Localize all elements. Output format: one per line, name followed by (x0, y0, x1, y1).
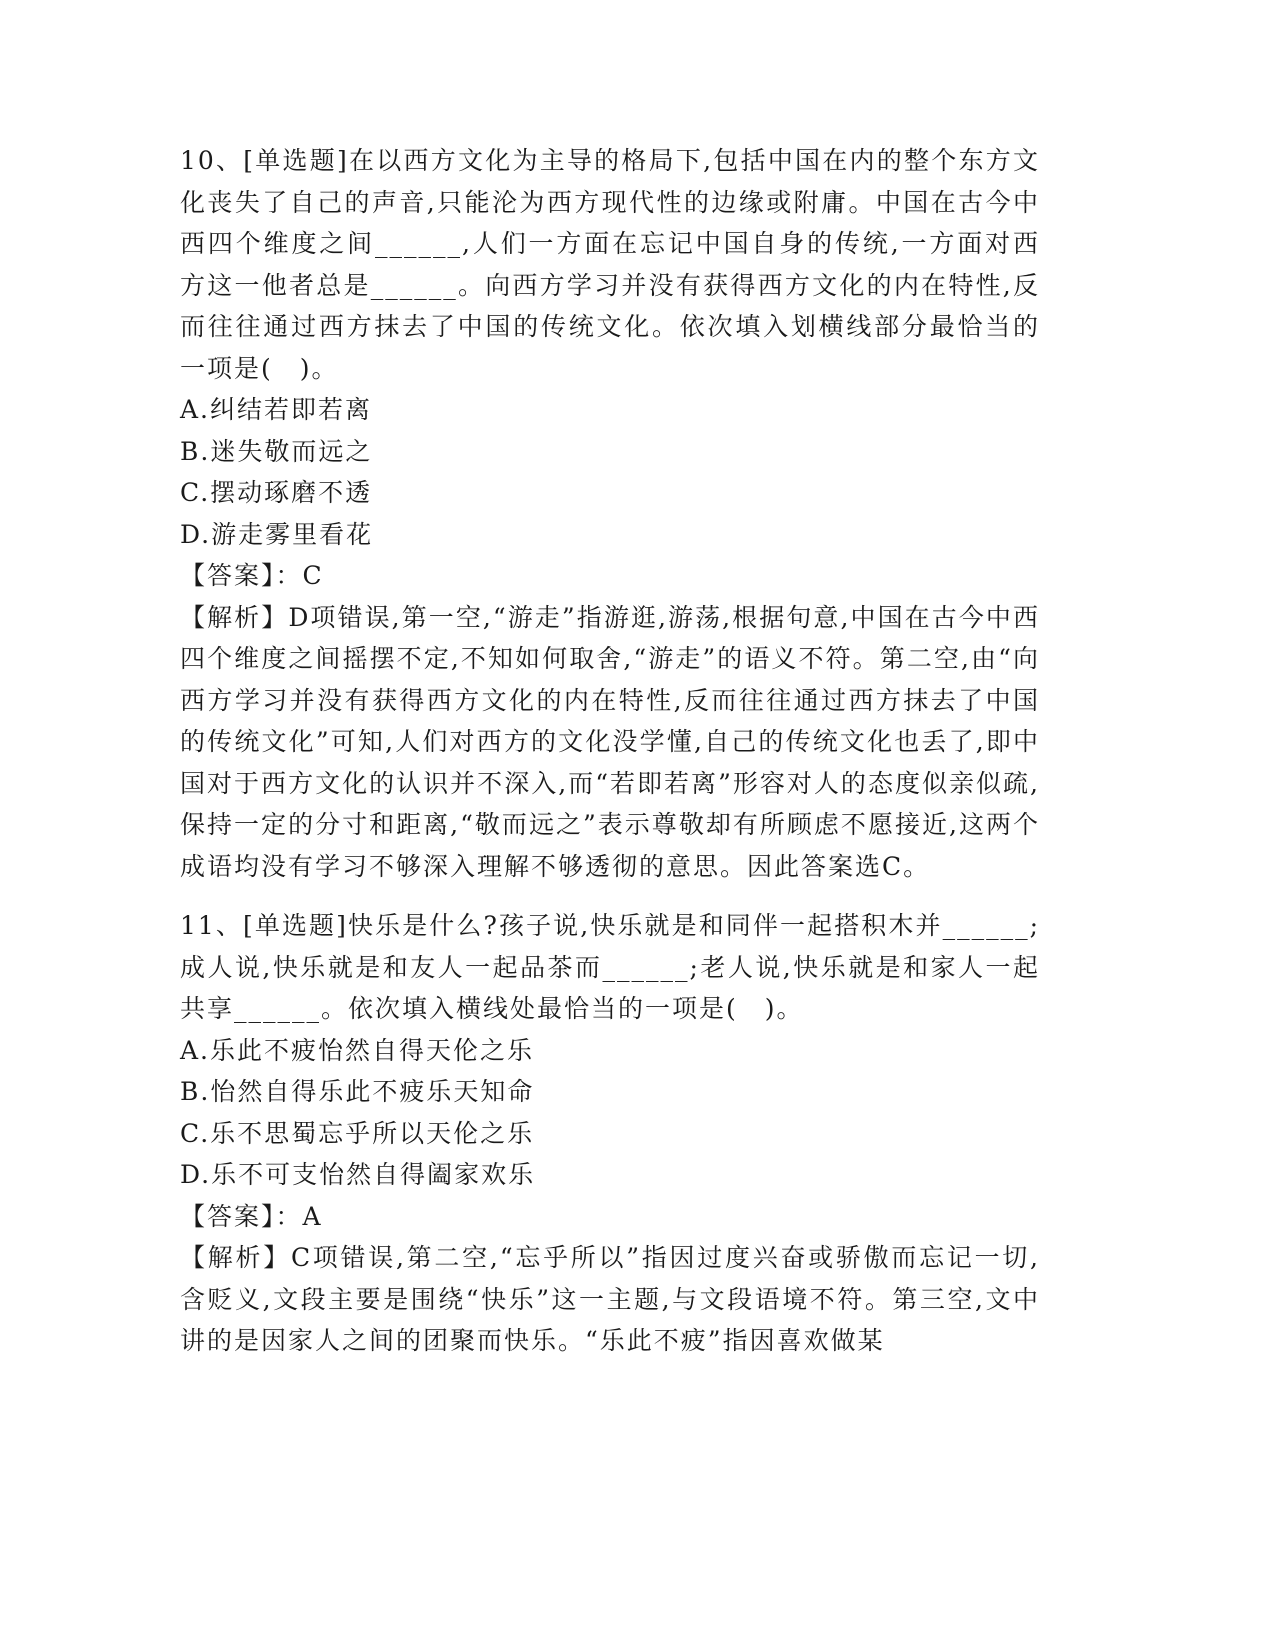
option-a: A.乐此不疲怡然自得天伦之乐 (180, 1035, 535, 1065)
question-stem: 10、[单选题]在以西方文化为主导的格局下,包括中国在内的整个东方文化丧失了自己的声音,只能沦为西方现代性的边缘或附庸。中国在古今中西四个维度之间______,人们一方面在忘记中国自身的传统,一方面对西方这一他者总是______。向西方学习并没有获得西方文化的内在特性,反而往往通过西方抹去了中国的传统文化。依次填入划横线部分最恰当的一项是( )。 (180, 146, 1040, 383)
analysis-paragraph (180, 1237, 1040, 1362)
option-c: C.摆动琢磨不透 (180, 478, 373, 507)
answer-value: ：C (275, 561, 324, 590)
analysis-text: D项错误,第一空,“游走”指游逛,游荡,根据句意,中国在古今中西四个维度之间摇摆不定,不知如何取舍,“游走”的语义不符。第二空,由“向西方学习并没有获得西方文化的内在特性,反而往往通过西方抹去了中国的传统文化”可知,人们对西方的文化没学懂,自己的传统文化也丢了,即中国对于西方文化的认识并不深入,而“若即若离”形容对人的态度似亲似疏,保持一定的分寸和距离,“敬而远之”表示尊敬却有所顾虑不愿接近,这两个成语均没有学习不够深入理解不够透彻的意思。因此答案选C。 (180, 602, 1040, 881)
analysis-text: C项错误,第二空,“忘乎所以”指因过度兴奋或骄傲而忘记一切,含贬义,文段主要是围绕“快乐”这一主题,与文段语境不符。第三空,文中讲的是因家人之间的团聚而快乐。“乐此不疲”指因喜欢做某 (180, 1243, 1040, 1355)
analysis-label: 【解析】 (180, 602, 289, 632)
analysis-label: 【解析】 (180, 1243, 291, 1272)
option-a: A.纠结若即若离 (180, 395, 373, 424)
option-d: D.游走雾里看花 (180, 519, 374, 549)
analysis-paragraph (180, 597, 1040, 888)
question-11 (180, 905, 1040, 1362)
option-c: C.乐不思蜀忘乎所以天伦之乐 (180, 1118, 535, 1148)
option-b: B.迷失敬而远之 (180, 436, 373, 466)
answer-line (180, 1196, 1040, 1238)
question-stem: 11、[单选题]快乐是什么?孩子说,快乐就是和同伴一起搭积木并______;成人说,快乐就是和友人一起品茶而______;老人说,快乐就是和家人一起共享______。依次填入横线处最恰当的一项是( )。 (180, 911, 1040, 1023)
option-d: D.乐不可支怡然自得阖家欢乐 (180, 1160, 536, 1189)
answer-label: 【答案】 (180, 1201, 276, 1231)
document-page (180, 140, 1040, 1362)
answer-value: ：A (275, 1201, 323, 1231)
option-b: B.怡然自得乐此不疲乐天知命 (180, 1077, 535, 1106)
answer-line (180, 555, 1040, 597)
question-10 (180, 140, 1040, 887)
answer-label: 【答案】 (180, 561, 276, 590)
